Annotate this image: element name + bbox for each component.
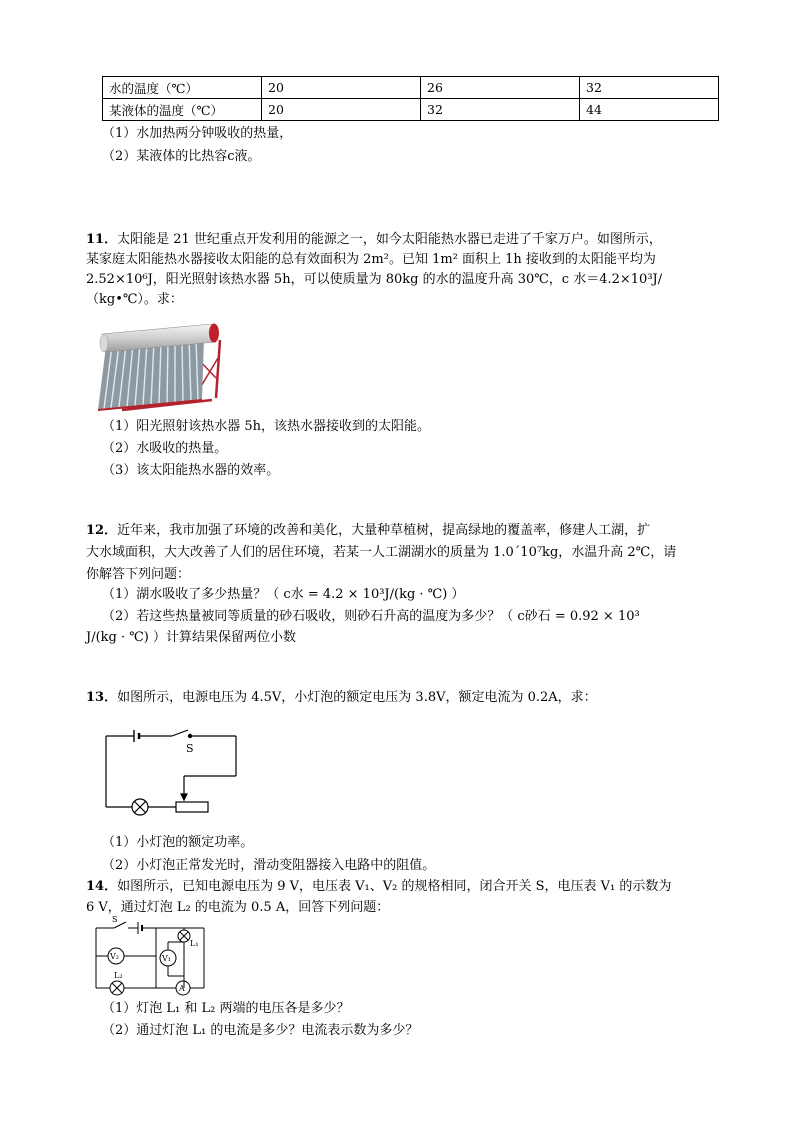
solar-water-heater-image [92,318,226,414]
table-cell: 某液体的温度（℃） [103,99,262,121]
q10-sub2: （2）某液体的比热容c液。 [102,149,261,164]
q12-sub2-continued: J/(kg · ℃) ）计算结果保留两位小数 [86,630,297,645]
table-row [103,77,719,99]
question-number: 11． [86,232,118,247]
q11-line3: 2.52×10⁶J，阳光照射该热水器 5h，可以使质量为 80kg 的水的温度升高 30℃，c 水＝4.2×10³J/ [86,272,663,287]
table-cell: 20 [262,77,421,99]
q14-line1 [86,877,671,897]
question-number: 14． [86,879,118,894]
q11-line2: 某家庭太阳能热水器接收太阳能的总有效面积为 2m²。已知 1m² 面积上 1h 接收到的太阳能平均为 [86,252,656,267]
q13-sub1: （1）小灯泡的额定功率。 [102,835,254,850]
switch-label: S [112,916,118,924]
q10-sub1: （1）水加热两分钟吸收的热量， [102,126,293,141]
voltmeter-v1-label: V₁ [162,954,171,963]
table-cell: 32 [580,77,719,99]
q13-line1 [86,688,597,708]
question-number: 12． [86,523,118,538]
q14-sub1: （1）灯泡 L₁ 和 L₂ 两端的电压各是多少？ [102,1001,350,1016]
q12-text: 近年来，我市加强了环境的改善和美化，大量种草植树，提高绿地的覆盖率，修建人工湖，扩 [117,523,651,538]
table-cell: 44 [580,99,719,121]
q12-line2: 大水域面积，大大改善了人们的居住环境，若某一人工湖湖水的质量为 1.0´10⁷kg，水温升高 2℃，请 [86,545,677,560]
voltmeter-v2-label: V₂ [110,952,119,961]
question-number: 13． [86,690,118,705]
q12-sub1: （1）湖水吸收了多少热量？（ c水 = 4.2 × 10³J/(kg · ℃) ） [102,587,465,602]
q14-circuit-diagram [92,916,210,998]
table-row [103,99,719,121]
lamp-l1-label: L₁ [190,939,199,948]
table-cell: 26 [421,77,580,99]
q11-sub3: （3）该太阳能热水器的效率。 [102,463,280,478]
q13-text: 如图所示，电源电压为 4.5V，小灯泡的额定电压为 3.8V，额定电流为 0.2A，求： [117,690,597,705]
ammeter-label: A [179,984,185,993]
q12-line3: 你解答下列问题： [86,567,191,582]
q13-circuit-diagram [100,726,242,822]
q14-sub2: （2）通过灯泡 L₁ 的电流是多少？电流表示数为多少？ [102,1023,419,1038]
temperature-table [102,76,719,121]
lamp-l2-label: L₂ [114,971,123,980]
q14-text: 如图所示，已知电源电压为 9 V，电压表 V₁、V₂ 的规格相同，闭合开关 S，电压表 V₁ 的示数为 [117,879,672,894]
q11-sub1: （1）阳光照射该热水器 5h，该热水器接收到的太阳能。 [102,419,431,434]
switch-label: S [186,742,194,755]
table-cell: 20 [262,99,421,121]
table-cell: 32 [421,99,580,121]
q12-sub2: （2）若这些热量被同等质量的砂石吸收，则砂石升高的温度为多少？（ c砂石 = 0.92 × 10³ [102,609,640,624]
q12-line1 [86,521,650,541]
q13-sub2: （2）小灯泡正常发光时，滑动变阻器接入电路中的阻值。 [102,858,436,873]
q11-line1 [86,230,662,250]
q11-sub2: （2）水吸收的热量。 [102,441,228,456]
q11-line4: （kg•℃）。求： [86,292,183,307]
q14-line2: 6 V，通过灯泡 L₂ 的电流为 0.5 A，回答下列问题： [86,900,390,915]
q11-text: 太阳能是 21 世纪重点开发利用的能源之一，如今太阳能热水器已走进了千家万户。如图所示， [117,232,662,247]
table-cell: 水的温度（℃） [103,77,262,99]
